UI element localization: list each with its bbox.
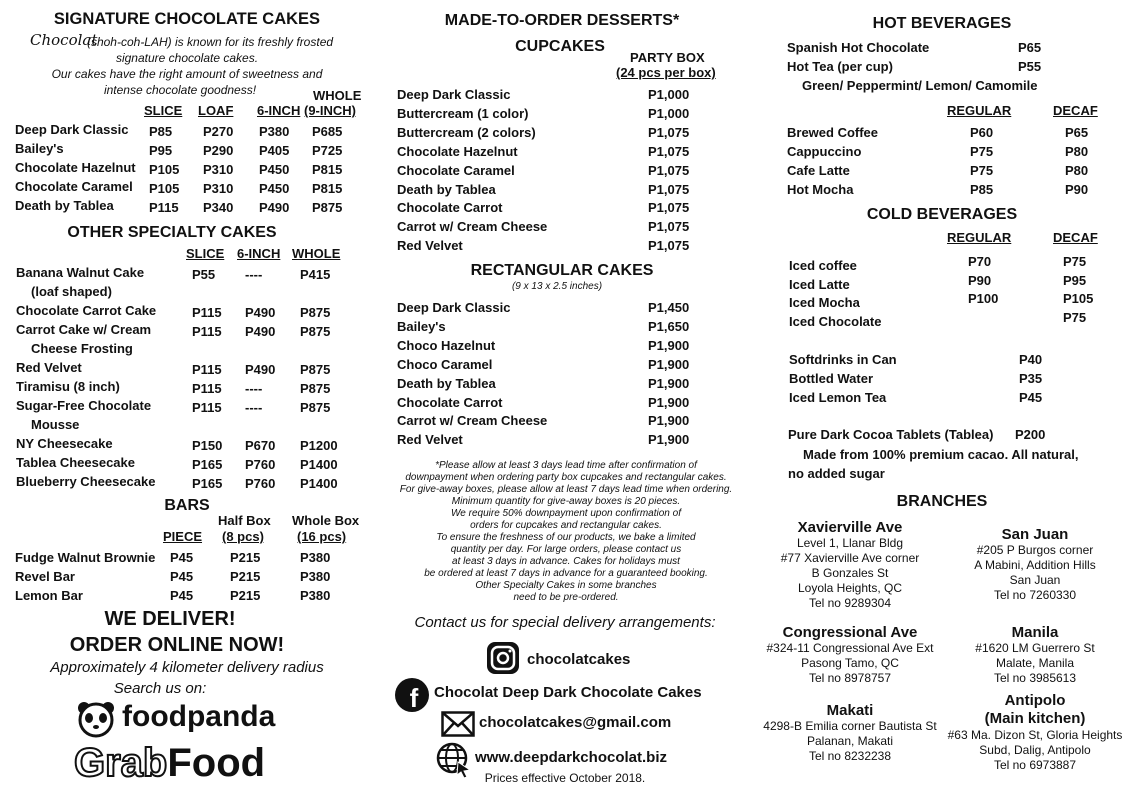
- order-note: We require 50% downpayment upon confirmation of: [451, 508, 681, 519]
- iced-name: Iced Latte: [789, 276, 850, 292]
- cake-name: Red Velvet: [16, 360, 82, 375]
- party-box-sub: (24 pcs per box): [616, 65, 716, 80]
- specialty-title: OTHER SPECIALTY CAKES: [67, 224, 277, 241]
- column-header: WHOLE: [292, 246, 341, 261]
- order-note: To ensure the freshness of our products, we bake a limited: [436, 532, 696, 543]
- cake-price: P270: [203, 124, 234, 139]
- cake-price: P150: [192, 438, 223, 453]
- column-header: LOAF: [198, 103, 234, 118]
- decaf-price: P65: [1065, 125, 1089, 140]
- bar-price: P45: [170, 569, 194, 584]
- cake-price: P115: [192, 305, 222, 320]
- cake-price: ----: [245, 400, 263, 415]
- branch-name: Manila: [1011, 624, 1059, 641]
- column-header: SLICE: [186, 246, 225, 261]
- cake-price: P875: [300, 362, 331, 377]
- column-header: DECAF: [1053, 103, 1098, 118]
- facebook-icon[interactable]: [394, 677, 430, 713]
- bar-price: P380: [300, 588, 331, 603]
- branch-address: Subd, Dalig, Antipolo: [979, 743, 1091, 757]
- order-online-heading: ORDER ONLINE NOW!: [69, 634, 285, 656]
- cupcake-price: P1,075: [648, 143, 690, 159]
- cupcake-name: Deep Dark Classic: [397, 87, 511, 102]
- branch-address: Loyola Heights, QC: [797, 581, 903, 595]
- cupcake-name: Chocolate Hazelnut: [397, 143, 518, 159]
- cake-price: ----: [245, 381, 263, 396]
- branch-address: #1620 LM Guerrero St: [975, 641, 1095, 655]
- regular-price: P70: [968, 254, 992, 269]
- column-header: Whole Box: [292, 513, 360, 528]
- cake-price: P340: [203, 200, 234, 215]
- intro-text: intense chocolate goodness!: [103, 83, 257, 97]
- rect-cake-name: Deep Dark Classic: [397, 300, 511, 315]
- cake-price: P490: [245, 362, 276, 377]
- cake-price: P165: [192, 457, 223, 472]
- cake-price: P815: [312, 162, 343, 177]
- bar-price: P215: [230, 569, 261, 584]
- cake-price: P685: [312, 124, 343, 139]
- decaf-price: P95: [1063, 272, 1087, 288]
- cake-name: Chocolate Caramel: [15, 179, 133, 194]
- branch-name: Congressional Ave: [782, 624, 918, 641]
- beverage-price: P65: [1018, 40, 1042, 55]
- regular-price: P85: [970, 182, 994, 197]
- cake-price: P490: [245, 324, 276, 339]
- rect-cake-price: P1,900: [648, 394, 690, 410]
- cupcake-price: P1,075: [648, 200, 690, 216]
- rect-cake-name: Carrot w/ Cream Cheese: [397, 413, 548, 429]
- tablea-name: Pure Dark Cocoa Tablets (Tablea): [788, 427, 994, 442]
- rect-cake-price: P1,450: [648, 300, 690, 315]
- cake-price: P405: [259, 143, 290, 158]
- coffee-name: Brewed Coffee: [787, 125, 879, 140]
- cold-beverages-title: COLD BEVERAGES: [866, 206, 1018, 223]
- cake-price: P815: [312, 181, 343, 196]
- cupcake-price: P1,075: [648, 162, 690, 178]
- we-deliver-heading: WE DELIVER!: [104, 608, 236, 630]
- cake-price: P875: [300, 324, 331, 339]
- rect-cake-price: P1,650: [648, 318, 690, 334]
- order-note: be ordered at least 7 days in advance for a guaranteed booking.: [424, 568, 708, 579]
- cupcake-name: Death by Tablea: [397, 181, 496, 197]
- cake-name: Deep Dark Classic: [15, 122, 129, 137]
- column-header: PIECE: [163, 529, 203, 544]
- coffee-name: Cappuccino: [787, 144, 862, 159]
- branch-name: San Juan: [1001, 526, 1069, 543]
- bar-price: P380: [300, 569, 331, 584]
- cake-price: P725: [312, 143, 343, 158]
- cupcake-price: P1,075: [648, 219, 690, 235]
- bar-price: P380: [300, 550, 331, 565]
- column-header: 6-INCH: [257, 103, 301, 118]
- cake-price: P105: [149, 181, 180, 196]
- drink-name: Iced Lemon Tea: [789, 390, 887, 405]
- column-header: Half Box: [218, 513, 271, 528]
- svg-text:f: f: [409, 683, 419, 713]
- branch-address: Tel no 9289304: [808, 596, 892, 610]
- branch-name: Antipolo: [1004, 692, 1066, 709]
- column-header: (9-INCH): [304, 103, 356, 118]
- cupcake-name: Buttercream (2 colors): [397, 124, 536, 140]
- tablea-price: P200: [1015, 427, 1046, 442]
- bar-name: Fudge Walnut Brownie: [15, 550, 156, 565]
- cake-price: P165: [192, 476, 223, 491]
- order-note: Other Specialty Cakes in some branches: [475, 580, 657, 591]
- drink-name: Softdrinks in Can: [789, 352, 897, 367]
- cake-price: P1400: [300, 457, 338, 472]
- branch-address: Tel no 7260330: [993, 588, 1077, 602]
- cake-price: P490: [259, 200, 290, 215]
- iced-name: Iced Mocha: [789, 295, 860, 311]
- food-text: Food: [167, 741, 266, 785]
- rect-cake-price: P1,900: [648, 432, 690, 448]
- decaf-price: P80: [1065, 144, 1089, 159]
- chocolat-script-logo: Chocolat: [30, 31, 98, 49]
- order-note: quantity per day. For large orders, please contact us: [450, 544, 682, 555]
- branch-address: A Mabini, Addition Hills: [974, 558, 1096, 572]
- decaf-price: P80: [1065, 163, 1089, 178]
- grab-text: Grab: [74, 741, 168, 785]
- column-header: REGULAR: [947, 230, 1012, 245]
- rect-cake-name: Red Velvet: [397, 432, 463, 448]
- cake-name-cont: Mousse: [31, 417, 80, 432]
- cake-name: Sugar-Free Chocolate: [16, 398, 152, 413]
- drink-price: P40: [1019, 352, 1043, 367]
- bar-price: P45: [170, 550, 194, 565]
- intro-text: Our cakes have the right amount of sweetness and: [51, 67, 323, 81]
- cake-name-cont: (loaf shaped): [31, 284, 112, 299]
- contact-heading: Contact us for special delivery arrangements:: [414, 614, 716, 631]
- beverage-name: Spanish Hot Chocolate: [787, 40, 930, 55]
- foodpanda-logo[interactable]: foodpanda: [122, 700, 276, 733]
- cupcake-name: Carrot w/ Cream Cheese: [397, 219, 548, 235]
- hot-beverages-title: HOT BEVERAGES: [872, 15, 1012, 32]
- iced-name: Iced coffee: [789, 258, 857, 273]
- cake-price: P1400: [300, 476, 338, 491]
- cake-price: P490: [245, 305, 276, 320]
- cake-price: P310: [203, 162, 234, 177]
- branch-address: #324-11 Congressional Ave Ext: [766, 641, 934, 655]
- branch-address: Pasong Tamo, QC: [801, 656, 899, 670]
- cupcake-name: Buttercream (1 color): [397, 105, 529, 121]
- coffee-name: Hot Mocha: [787, 182, 854, 197]
- column-header: REGULAR: [947, 103, 1012, 118]
- intro-text: (shoh-coh-LAH) is known for its freshly frosted: [86, 35, 334, 49]
- order-note: Minimum quantity for give-away boxes is 20 pieces.: [451, 496, 681, 507]
- column-header: (16 pcs): [297, 529, 347, 544]
- cake-name: Death by Tablea: [15, 198, 114, 213]
- branch-name: (Main kitchen): [984, 710, 1086, 727]
- cake-price: P760: [245, 457, 276, 472]
- cake-price: P875: [312, 200, 343, 215]
- branches-title: BRANCHES: [896, 493, 988, 510]
- bar-price: P215: [230, 588, 261, 603]
- cupcake-price: P1,075: [648, 181, 690, 197]
- cake-price: P415: [300, 267, 331, 282]
- rect-cake-price: P1,900: [648, 413, 690, 429]
- cake-name: Banana Walnut Cake: [16, 265, 145, 280]
- rectangular-size: (9 x 13 x 2.5 inches): [511, 281, 603, 292]
- instagram-icon[interactable]: [486, 641, 520, 675]
- branch-address: Palanan, Makati: [806, 734, 894, 748]
- delivery-radius: Approximately 4 kilometer delivery radius: [50, 659, 324, 676]
- branch-address: Tel no 8978757: [808, 671, 892, 685]
- cake-price: P290: [203, 143, 234, 158]
- cake-price: ----: [245, 267, 263, 282]
- cake-price: P115: [149, 200, 179, 215]
- branch-address: B Gonzales St: [811, 566, 889, 580]
- cake-name: Chocolate Carrot Cake: [16, 303, 157, 318]
- cake-price: P55: [192, 267, 216, 282]
- order-note: For give-away boxes, please allow at least 7 days lead time when ordering.: [399, 484, 733, 495]
- branch-address: #205 P Burgos corner: [976, 543, 1094, 557]
- cupcake-price: P1,000: [648, 87, 690, 102]
- branch-address: Malate, Manila: [995, 656, 1075, 670]
- cake-price: P875: [300, 400, 331, 415]
- cake-name: Bailey's: [15, 141, 64, 156]
- party-box-header: PARTY BOX: [630, 50, 705, 65]
- regular-price: P90: [968, 272, 992, 288]
- desserts-title: MADE-TO-ORDER DESSERTS*: [444, 12, 680, 29]
- column-header: WHOLE: [313, 88, 362, 103]
- cake-price: P95: [149, 143, 173, 158]
- cake-price: P115: [192, 400, 222, 415]
- bars-title: BARS: [164, 497, 210, 514]
- decaf-price: P75: [1063, 310, 1087, 326]
- iced-name: Iced Chocolate: [789, 314, 882, 330]
- cake-price: P875: [300, 305, 331, 320]
- branch-address: #63 Ma. Dizon St, Gloria Heights: [947, 728, 1123, 742]
- cake-name-cont: Cheese Frosting: [31, 341, 133, 356]
- cupcake-name: Chocolate Caramel: [397, 162, 515, 178]
- decaf-price: P90: [1065, 182, 1089, 197]
- cake-price: P670: [245, 438, 276, 453]
- order-note: at least 3 days in advance. Cakes for holidays must: [452, 556, 680, 567]
- branch-address: Tel no 8232238: [808, 749, 892, 763]
- website-url[interactable]: www.deepdarkchocolat.biz: [475, 749, 667, 766]
- branch-address: Tel no 6973887: [993, 758, 1077, 772]
- order-note: *Please allow at least 3 days lead time after confirmation of: [435, 460, 697, 471]
- rect-cake-name: Bailey's: [397, 318, 446, 334]
- panda-logo-icon: [76, 700, 116, 738]
- search-us-on: Search us on:: [113, 680, 207, 697]
- cake-price: P1200: [300, 438, 338, 453]
- beverage-price: P55: [1018, 59, 1042, 74]
- rect-cake-name: Death by Tablea: [397, 375, 496, 391]
- decaf-price: P75: [1063, 254, 1087, 269]
- bar-price: P215: [230, 550, 261, 565]
- cake-price: P115: [192, 362, 222, 377]
- cake-price: P115: [192, 324, 222, 339]
- regular-price: P75: [970, 163, 994, 178]
- rect-cake-name: Chocolate Carrot: [397, 394, 503, 410]
- prices-effective: Prices effective October 2018.: [484, 771, 646, 785]
- tea-flavors: Green/ Peppermint/ Lemon/ Camomile: [802, 78, 1038, 93]
- cake-price: P450: [259, 181, 290, 196]
- cake-price: P380: [259, 124, 290, 139]
- rect-cake-price: P1,900: [648, 375, 690, 391]
- rectangular-title: RECTANGULAR CAKES: [470, 262, 654, 279]
- cupcake-price: P1,075: [648, 124, 690, 140]
- cake-price: P875: [300, 381, 331, 396]
- rect-cake-price: P1,900: [648, 356, 690, 372]
- intro-text: signature chocolate cakes.: [115, 51, 259, 65]
- rect-cake-name: Choco Caramel: [397, 356, 493, 372]
- grabfood-logo[interactable]: [74, 740, 265, 786]
- tablea-desc: no added sugar: [788, 466, 885, 481]
- email-address[interactable]: chocolatcakes@gmail.com: [479, 714, 672, 731]
- drink-name: Bottled Water: [789, 371, 874, 386]
- beverage-name: Hot Tea (per cup): [787, 59, 893, 74]
- cupcake-price: P1,075: [648, 238, 690, 254]
- drink-price: P35: [1019, 371, 1043, 386]
- cupcake-price: P1,000: [648, 105, 690, 121]
- column-header: 6-INCH: [237, 246, 281, 261]
- bar-name: Lemon Bar: [15, 588, 83, 603]
- branch-address: Level 1, Llanar Bldg: [796, 536, 904, 550]
- branch-name: Makati: [826, 702, 874, 719]
- branch-address: #77 Xavierville Ave corner: [780, 551, 920, 565]
- cupcakes-title: CUPCAKES: [515, 38, 605, 55]
- cake-name: Carrot Cake w/ Cream: [16, 322, 152, 337]
- instagram-handle[interactable]: chocolatcakes: [527, 651, 631, 668]
- regular-price: P100: [968, 291, 999, 307]
- column-header: DECAF: [1053, 230, 1098, 245]
- regular-price: P75: [970, 144, 994, 159]
- tablea-desc: Made from 100% premium cacao. All natural,: [803, 447, 1079, 462]
- cake-name: Tiramisu (8 inch): [16, 379, 120, 394]
- facebook-page[interactable]: Chocolat Deep Dark Chocolate Cakes: [434, 684, 702, 701]
- column-header: (8 pcs): [222, 529, 264, 544]
- bar-name: Revel Bar: [15, 569, 75, 584]
- cupcake-name: Red Velvet: [397, 238, 463, 254]
- cake-name: Chocolate Hazelnut: [15, 160, 136, 175]
- cake-name: Blueberry Cheesecake: [16, 474, 156, 489]
- order-note: need to be pre-ordered.: [513, 592, 619, 603]
- cake-name: NY Cheesecake: [16, 436, 113, 451]
- drink-price: P45: [1019, 390, 1043, 405]
- cake-price: P115: [192, 381, 222, 396]
- email-icon[interactable]: [441, 711, 475, 737]
- rect-cake-name: Choco Hazelnut: [397, 337, 496, 353]
- globe-icon[interactable]: [436, 742, 472, 778]
- cake-price: P760: [245, 476, 276, 491]
- rect-cake-price: P1,900: [648, 337, 690, 353]
- cake-name: Tablea Cheesecake: [16, 455, 135, 470]
- order-note: orders for cupcakes and rectangular cakes.: [470, 520, 662, 531]
- coffee-name: Cafe Latte: [787, 163, 850, 178]
- branch-address: Tel no 3985613: [993, 671, 1077, 685]
- cake-price: P85: [149, 124, 173, 139]
- decaf-price: P105: [1063, 291, 1094, 307]
- order-note: downpayment when ordering party box cupcakes and rectangular cakes.: [405, 472, 727, 483]
- column-header: SLICE: [144, 103, 183, 118]
- signature-title: SIGNATURE CHOCOLATE CAKES: [53, 10, 321, 28]
- branch-name: Xavierville Ave: [797, 519, 903, 536]
- branch-address: 4298-B Emilia corner Bautista St: [763, 719, 937, 733]
- cupcake-name: Chocolate Carrot: [397, 200, 503, 216]
- bar-price: P45: [170, 588, 194, 603]
- branch-address: San Juan: [1009, 573, 1061, 587]
- cake-price: P450: [259, 162, 290, 177]
- cake-price: P105: [149, 162, 180, 177]
- cake-price: P310: [203, 181, 234, 196]
- regular-price: P60: [970, 125, 994, 140]
